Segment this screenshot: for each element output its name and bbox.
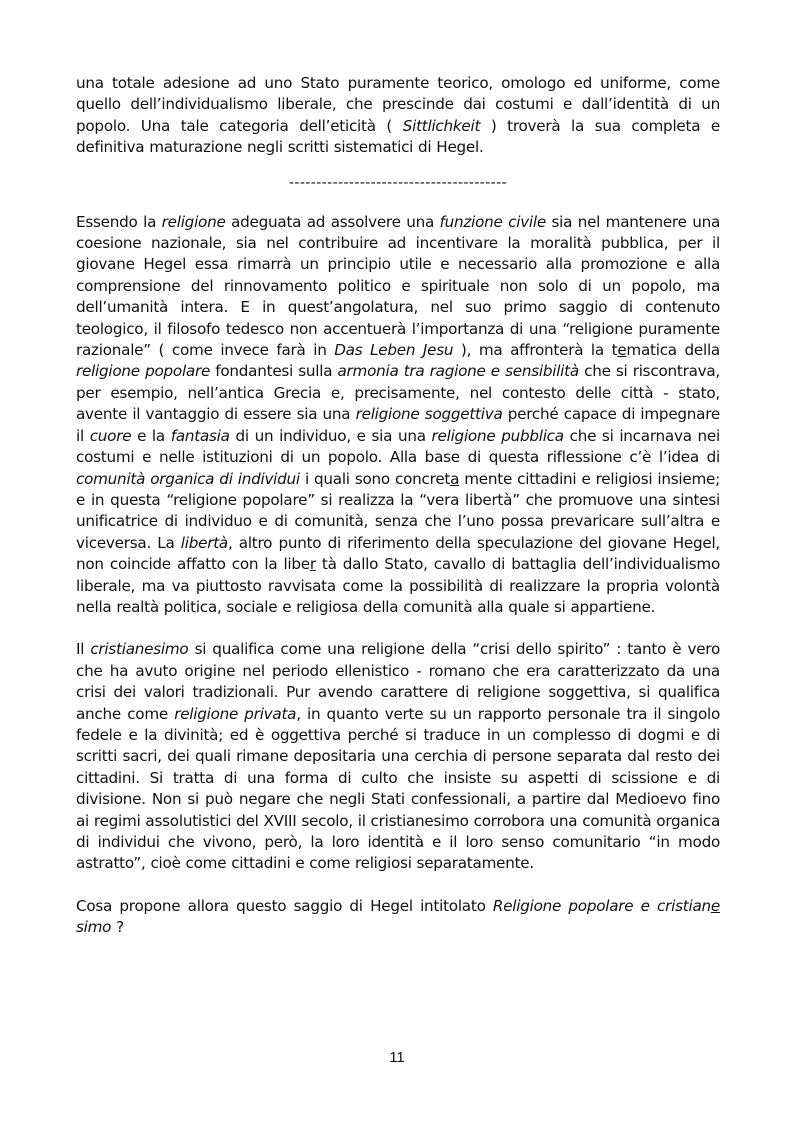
text-run: tà dallo Stato, cavallo di battaglia dell’individualismo liberale, ma va piuttosto ravvisata come la possibilità di realizzare la propria volontà nella realtà politica, sociale e religiosa della comunità alla quale si appartiene. <box>76 555 720 616</box>
italic-text: libertà <box>180 533 228 552</box>
text-run: ? <box>111 918 124 937</box>
paragraph-4 <box>76 896 720 939</box>
italic-text: cristianesimo <box>90 640 189 659</box>
text-run: sia nel mantenere una coesione nazionale, sia nel contribuire ad incentivare la moralità pubblica, per il giovane Hegel essa rimarrà un principio utile e necessario alla promozione e alla comprensione del rinnovamento politico e spirituale non solo di un popolo, ma dell’umanità intera. E in quest’angolatura, nel suo primo saggio di contenuto teologico, il filosofo tedesco non accentuerà l’importanza di una “religione puramente razionale” ( come invece farà in <box>76 212 720 360</box>
text-run: e la <box>131 426 171 445</box>
italic-text: comunità organica di individui <box>76 469 300 488</box>
text-run: mente cittadini e religiosi insieme; e in questa “religione popolare” si realizza la “vera libertà” che promuove una sintesi unificatrice di individuo e di comunità, senza che l’uno possa prevaricare sull’altra e viceversa. La <box>76 469 721 552</box>
italic-text: religione privata <box>174 704 297 723</box>
italic-text: e <box>710 896 720 915</box>
section-separator: ---------------------------------------- <box>288 174 508 191</box>
text-run: matica della <box>626 341 720 360</box>
text-run: perché capace di impegnare il <box>76 405 720 445</box>
paragraph-1 <box>76 73 720 159</box>
text-run: r <box>309 555 316 574</box>
italic-text: religione pubblica <box>431 426 564 445</box>
text-run: Essendo la <box>76 212 162 231</box>
text-run: una totale adesione ad uno Stato puramente teorico, omologo ed uniforme, come quello dell’individualismo liberale, che prescinde dai costumi e dall’identità di un popolo. Una tale categoria dell’eticità ( <box>76 74 720 135</box>
italic-text: Sittlichkeit <box>402 116 481 135</box>
paragraph-2 <box>76 212 720 619</box>
text-run: fondantesi sulla <box>210 362 338 381</box>
italic-text: Das Leben Jesu <box>334 341 454 360</box>
text-run: i quali sono concret <box>299 469 451 488</box>
italic-text: cuore <box>89 426 132 445</box>
italic-text: fantasia <box>170 426 230 445</box>
text-run: , altro punto di riferimento della speculazione del giovane Hegel, non coincide affatto con la libe <box>76 533 720 574</box>
italic-text: funzione civile <box>439 212 546 231</box>
text-run: Cosa propone allora questo saggio di Hegel intitolato <box>76 896 493 915</box>
italic-text: religione popolare <box>76 362 211 381</box>
italic-text: religione soggettiva <box>355 405 503 424</box>
text-run: , in quanto verte su un rapporto personale tra il singolo fedele e la divinità; ed è oggettiva perché si traduce in un complesso di dogmi e di scritti sacri, dei quali rimane depositaria una cerchia di persone separata dal resto dei cittadini. Si tratta di una forma di culto che insiste su aspetti di scissione e di divisione. Non si può negare che negli Stati confessionali, a partire dal Medioevo fino ai regimi assolutistici del XVIII secolo, il cristianesimo corrobora una comunità organica di individui che vivono, però, la loro identità e il loro senso comunitario “in modo astratto”, cioè come cittadini e come religiosi separatamente. <box>76 704 720 873</box>
text-run: di un individuo, e sia una <box>229 426 432 445</box>
text-run: che si riscontrava, per esempio, nell’antica Grecia e, precisamente, nel contesto delle città - stato, avente il vantaggio di essere sia una <box>76 362 720 424</box>
text-run: si qualifica come una religione della “crisi dello spirito” : tanto è vero che ha avuto origine nel periodo ellenistico - romano che era caratterizzato da una crisi dei valori tradizionali. Pur avendo carattere di religione soggettiva, si qualifica anche come <box>76 640 720 723</box>
page-number: 11 <box>389 1049 405 1066</box>
text-run: e <box>617 341 627 360</box>
italic-text: religione <box>161 212 226 231</box>
italic-text: armonia tra ragione e sensibilità <box>337 362 579 381</box>
text-run: a <box>450 469 460 488</box>
text-run: ), ma affronterà la t <box>453 341 618 360</box>
italic-text: simo <box>76 918 112 937</box>
text-run: Il <box>76 640 91 659</box>
document-page <box>76 73 720 939</box>
paragraph-3 <box>76 639 720 874</box>
text-run: ) troverà la sua completa e definitiva maturazione negli scritti sistematici di Hegel. <box>76 116 720 157</box>
text-run: che si incarnava nei costumi e nelle istituzioni di un popolo. Alla base di questa riflessione c’è l’idea di <box>76 426 720 467</box>
italic-text: Religione popolare e cristian <box>492 896 711 915</box>
text-run: adeguata ad assolvere una <box>225 212 440 231</box>
